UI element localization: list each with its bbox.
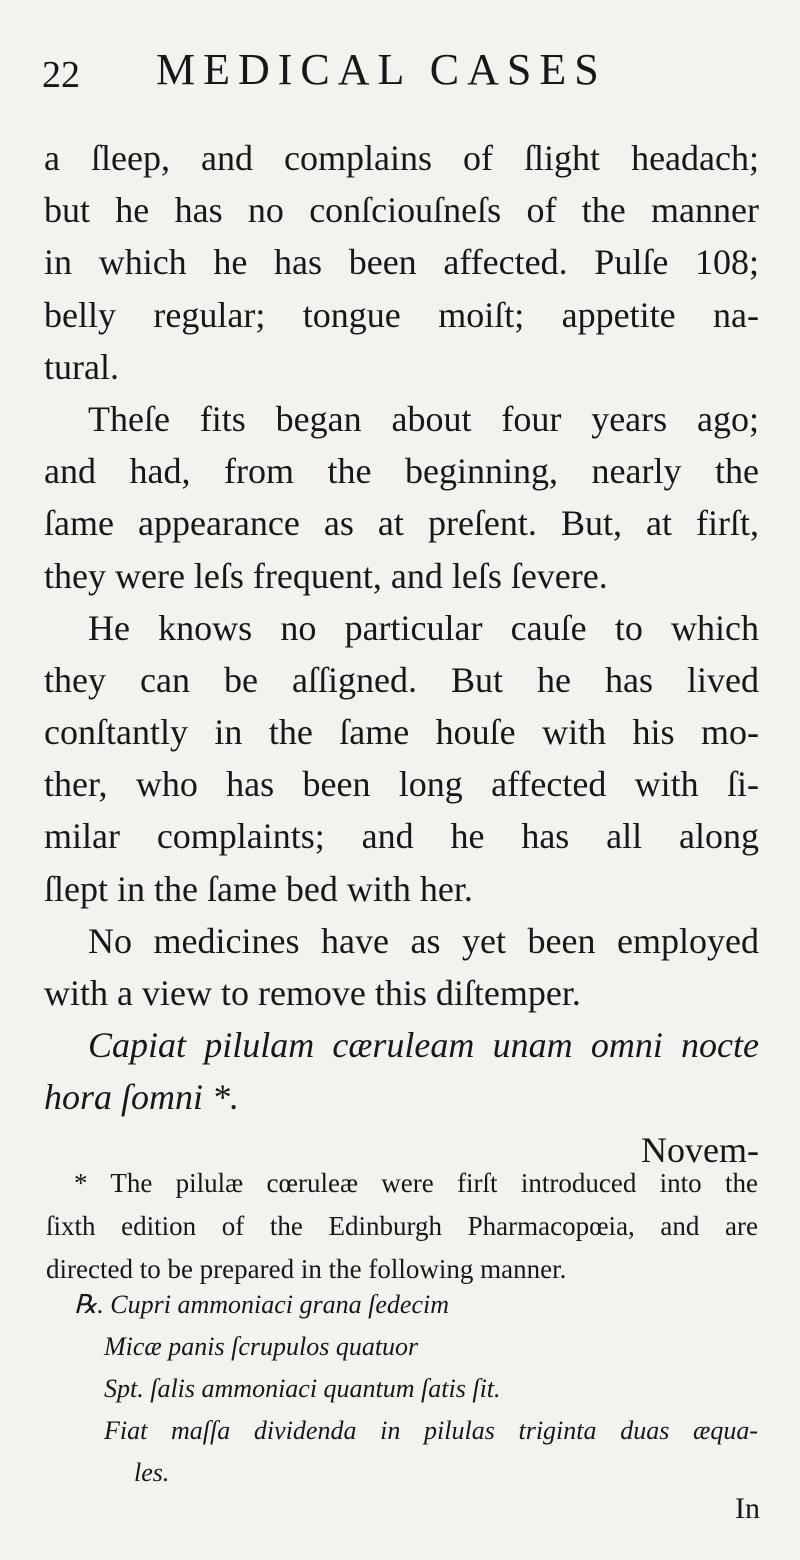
text-line: conſtantly in the ſame houſe with his mo- [44, 712, 759, 753]
recipe-line: ℞. Cupri ammoniaci grana ſedecim [74, 1290, 449, 1319]
footnote [46, 1162, 758, 1291]
running-head: MEDICAL CASES [156, 45, 607, 94]
catchword: In [735, 1492, 760, 1525]
text-line: tural. [44, 346, 119, 387]
body-text [44, 132, 759, 1176]
text-line: with a view to remove this diſtemper. [44, 973, 581, 1013]
text-line: ſame appearance as at preſent. But, at firſt, [44, 503, 759, 544]
text-line: ſlept in the ſame bed with her. [44, 868, 473, 909]
page-header [42, 44, 642, 104]
text-line: No medicines have as yet been employed [88, 920, 759, 961]
text-line: a ſleep, and complains of ſlight headach; [44, 138, 759, 178]
text-line: milar complaints; and he has all along [44, 816, 759, 857]
prescription-line: Capiat pilulam cæruleam unam omni nocte [88, 1025, 759, 1066]
prescription-line: hora ſomni *. [44, 1077, 240, 1118]
footnote-line: ſixth edition of the Edinburgh Pharmacopœia, and are [46, 1211, 758, 1241]
text-line: they can be aſſigned. But he has lived [44, 659, 759, 700]
text-line: they were leſs frequent, and leſs ſevere. [44, 555, 608, 596]
text-line: Theſe fits began about four years ago; [88, 398, 759, 439]
footnote-line: * The pilulæ cœruleæ were firſt introduced into the [74, 1168, 758, 1198]
recipe-line: Fiat maſſa dividenda in pilulas triginta duas æqua- [104, 1416, 758, 1445]
text-line: belly regular; tongue moiſt; appetite na- [44, 294, 759, 335]
footnote-line: directed to be prepared in the following manner. [46, 1254, 567, 1284]
text-line: in which he has been affected. Pulſe 108; [44, 242, 759, 283]
recipe-line: les. [134, 1458, 170, 1487]
text-line: ther, who has been long affected with ſi- [44, 764, 759, 805]
recipe-line: Spt. ſalis ammoniaci quantum ſatis ſit. [104, 1374, 501, 1403]
recipe-line: Micæ panis ſcrupulos quatuor [104, 1332, 419, 1361]
text-line: and had, from the beginning, nearly the [44, 451, 759, 492]
recipe [74, 1284, 758, 1494]
page-number: 22 [42, 54, 80, 96]
text-line: He knows no particular cauſe to which [88, 607, 759, 648]
text-line: but he has no conſciouſneſs of the manner [44, 190, 759, 231]
catchword-line: Novem- [641, 1129, 759, 1170]
